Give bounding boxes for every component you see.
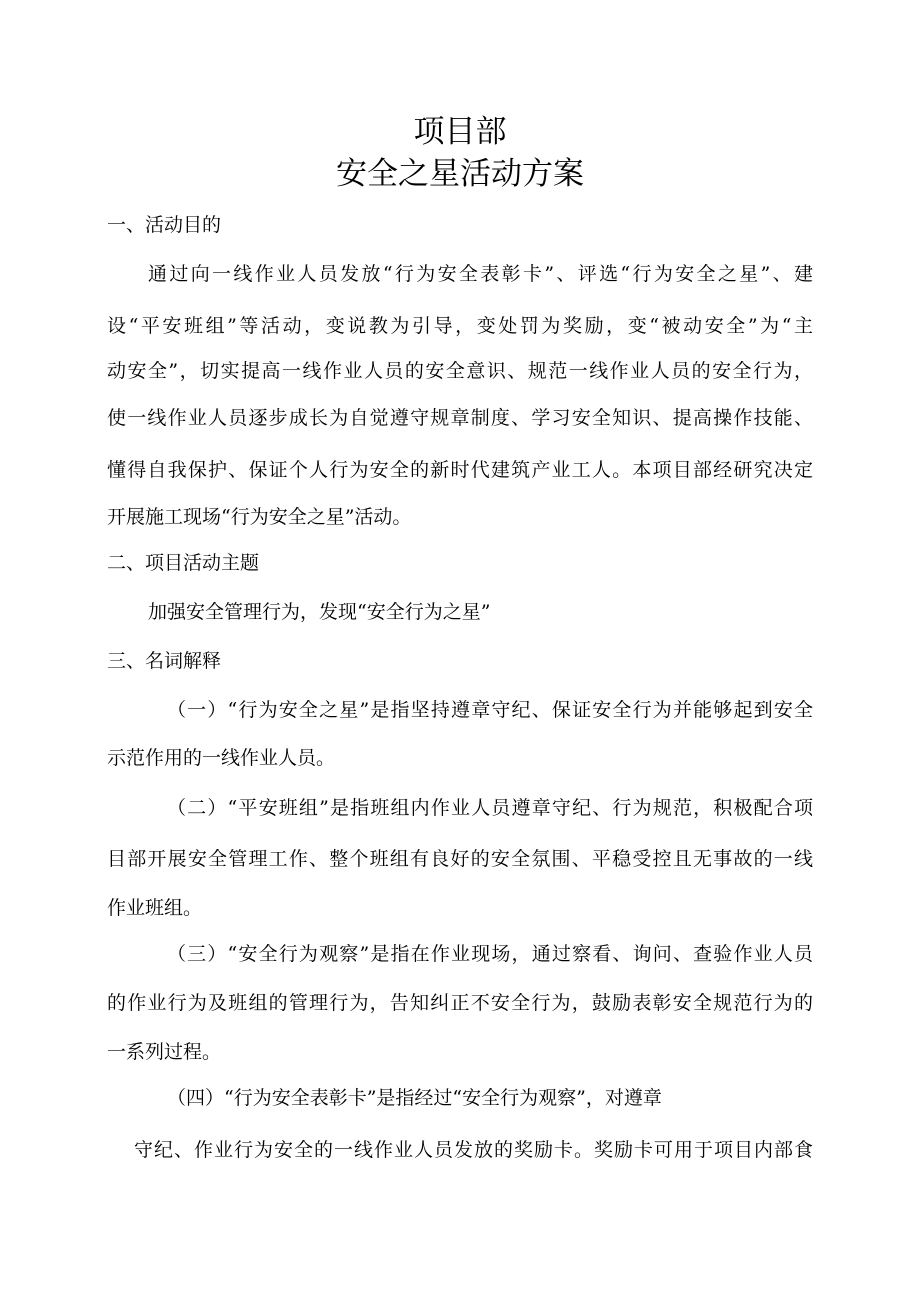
- document-title-line1: 项目部: [413, 114, 507, 150]
- paragraph-line: 目部开展安全管理工作、整个班组有良好的安全氛围、平稳受控且无事故的一线: [107, 848, 813, 870]
- paragraph-line: 示范作用的一线作业人员。: [107, 747, 336, 769]
- paragraph-line: 动安全”，切实提高一线作业人员的安全意识、规范一线作业人员的安全行为，: [107, 360, 813, 382]
- paragraph-line: 设“平安班组”等活动，变说教为引导，变处罚为奖励，变“被动安全”为“主: [107, 315, 813, 337]
- paragraph-line: 守纪、作业行为安全的一线作业人员发放的奖励卡。奖励卡可用于项目内部食: [134, 1139, 813, 1161]
- document-title-line2: 安全之星活动方案: [336, 156, 584, 192]
- paragraph-line: （三）“安全行为观察”是指在作业现场，通过察看、询问、查验作业人员: [167, 943, 813, 965]
- paragraph-line: （二）“平安班组”是指班组内作业人员遵章守纪、行为规范，积极配合项: [167, 797, 813, 819]
- paragraph-line: 使一线作业人员逐步成长为自觉遵守规章制度、学习安全知识、提高操作技能、: [107, 407, 813, 429]
- paragraph-line: 的作业行为及班组的管理行为，告知纠正不安全行为，鼓励表彰安全规范行为的: [107, 992, 813, 1014]
- paragraph-line: 开展施工现场“行为安全之星”活动。: [107, 506, 412, 528]
- paragraph-line: 懂得自我保护、保证个人行为安全的新时代建筑产业工人。本项目部经研究决定: [107, 459, 813, 481]
- paragraph-line: 加强安全管理行为，发现“安全行为之星”: [148, 601, 491, 623]
- paragraph-line: 通过向一线作业人员发放“行为安全表彰卡”、评选“行为安全之星”、建: [148, 263, 813, 285]
- section-heading-1: 一、活动目的: [107, 214, 222, 236]
- section-heading-2: 二、项目活动主题: [107, 552, 260, 574]
- paragraph-line: （四）“行为安全表彰卡”是指经过“安全行为观察”，对遵章: [167, 1087, 662, 1109]
- paragraph-line: 作业班组。: [107, 897, 203, 919]
- paragraph-line: （一）“行为安全之星”是指坚持遵章守纪、保证安全行为并能够起到安全: [167, 699, 813, 721]
- section-heading-3: 三、名词解释: [107, 650, 222, 672]
- paragraph-line: 一系列过程。: [107, 1041, 222, 1063]
